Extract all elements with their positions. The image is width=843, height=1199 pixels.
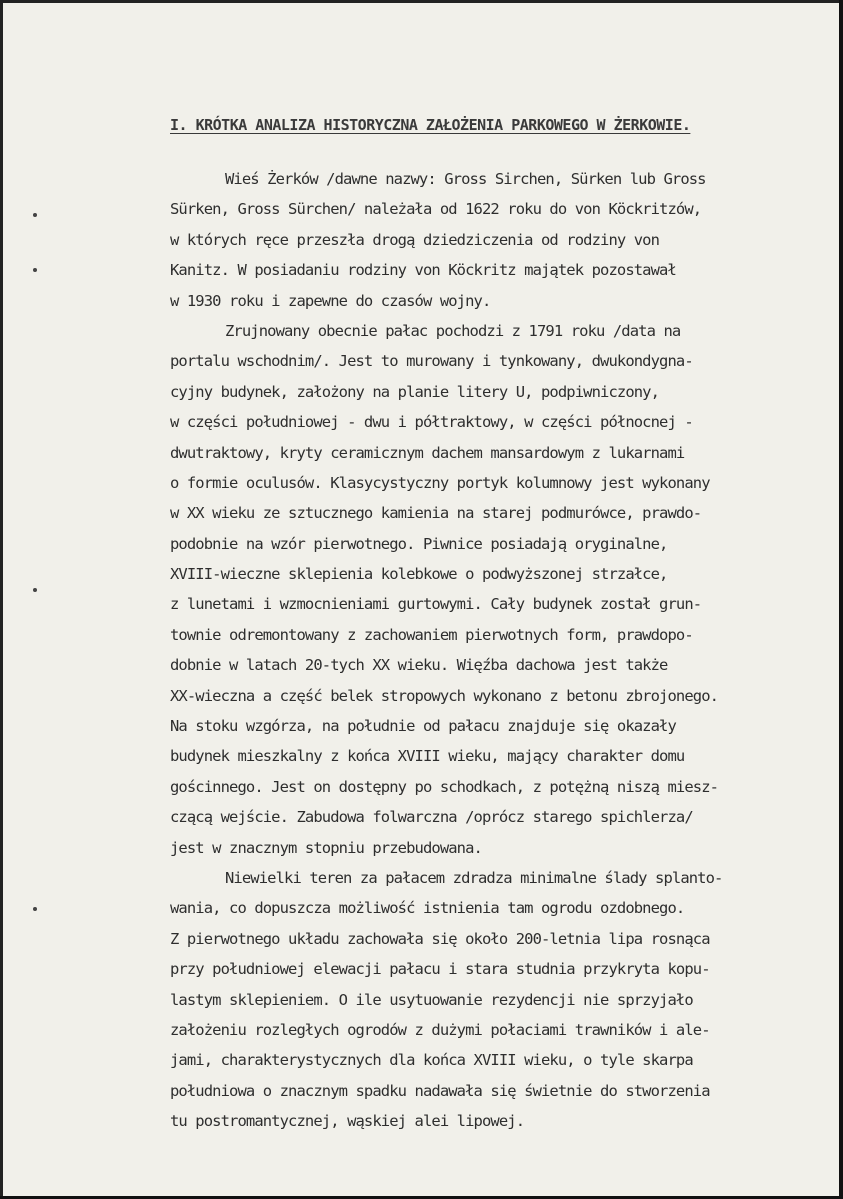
text-line: o formie oculusów. Klasycystyczny portyk kolumnowy jest wykonany [170, 473, 710, 492]
text-line: jami, charakterystycznych dla końca XVIII wieku, o tyle skarpa [170, 1051, 693, 1070]
text-line: Z pierwotnego układu zachowała się około 200-letnia lipa rosnąca [170, 929, 710, 948]
text-line: w części południowej - dwu i półtraktowy, w części północnej - [170, 413, 693, 432]
document-body [170, 164, 842, 1137]
text-line: dwutraktowy, kryty ceramicznym dachem mansardowym z lukarnami [170, 443, 685, 462]
section-heading: I. KRÓTKA ANALIZA HISTORYCZNA ZAŁOŻENIA PARKOWEGO W ŻERKOWIE. [170, 116, 691, 134]
text-line: z lunetami i wzmocnieniami gurtowymi. Cały budynek został grun- [170, 595, 702, 614]
text-line: XX-wieczna a część belek stropowych wykonano z betonu zbrojonego. [170, 686, 719, 705]
text-line: tu postromantycznej, wąskiej alei lipowej. [170, 1112, 525, 1131]
text-line: Na stoku wzgórza, na południe od pałacu znajduje się okazały [170, 717, 676, 736]
binding-hole-mark [33, 213, 37, 217]
text-line: w 1930 roku i zapewne do czasów wojny. [170, 291, 491, 310]
binding-hole-mark [33, 268, 37, 272]
text-line: Kanitz. W posiadaniu rodziny von Köckritz majątek pozostawał [170, 261, 676, 280]
text-line: portalu wschodnim/. Jest to murowany i tynkowany, dwukondygna- [170, 352, 693, 371]
text-line: przy południowej elewacji pałacu i stara studnia przykryta kopu- [170, 960, 710, 979]
text-line: czącą wejście. Zabudowa folwarczna /oprócz starego spichlerza/ [170, 808, 693, 827]
text-line: południowa o znacznym spadku nadawała się świetnie do stworzenia [170, 1081, 710, 1100]
text-line: Niewielki teren za pałacem zdradza minimalne ślady splanto- [225, 868, 723, 887]
text-line: założeniu rozległych ogrodów z dużymi połaciami trawników i ale- [170, 1020, 710, 1039]
text-line: XVIII-wieczne sklepienia kolebkowe o podwyższonej strzałce, [170, 565, 668, 584]
text-line: podobnie na wzór pierwotnego. Piwnice posiadają oryginalne, [170, 534, 668, 553]
text-line: wania, co dopuszcza możliwość istnienia tam ogrodu ozdobnego. [170, 899, 685, 918]
text-line: Sürken, Gross Sürchen/ należała od 1622 roku do von Köckritzów, [170, 200, 702, 219]
binding-hole-mark [33, 907, 37, 911]
text-line: Wieś Żerków /dawne nazwy: Gross Sirchen, Sürken lub Gross [225, 170, 706, 188]
text-line: gościnnego. Jest on dostępny po schodkach, z potężną niszą miesz- [170, 777, 719, 796]
text-line: w XX wieku ze sztucznego kamienia na starej podmurówce, prawdo- [170, 504, 702, 523]
text-line: w których ręce przeszła drogą dziedziczenia od rodziny von [170, 230, 660, 249]
text-line: cyjny budynek, założony na planie litery U, podpiwniczony, [170, 382, 660, 401]
binding-hole-mark [33, 588, 37, 592]
text-line: townie odremontowany z zachowaniem pierwotnych form, prawdopo- [170, 625, 693, 644]
text-line: budynek mieszkalny z końca XVIII wieku, mający charakter domu [170, 747, 685, 766]
text-line: dobnie w latach 20-tych XX wieku. Więźba dachowa jest także [170, 656, 668, 675]
text-line: lastym sklepieniem. O ile usytuowanie rezydencji nie sprzyjało [170, 990, 693, 1009]
text-line: Zrujnowany obecnie pałac pochodzi z 1791 roku /data na [225, 321, 681, 340]
text-line: jest w znacznym stopniu przebudowana. [170, 838, 482, 857]
